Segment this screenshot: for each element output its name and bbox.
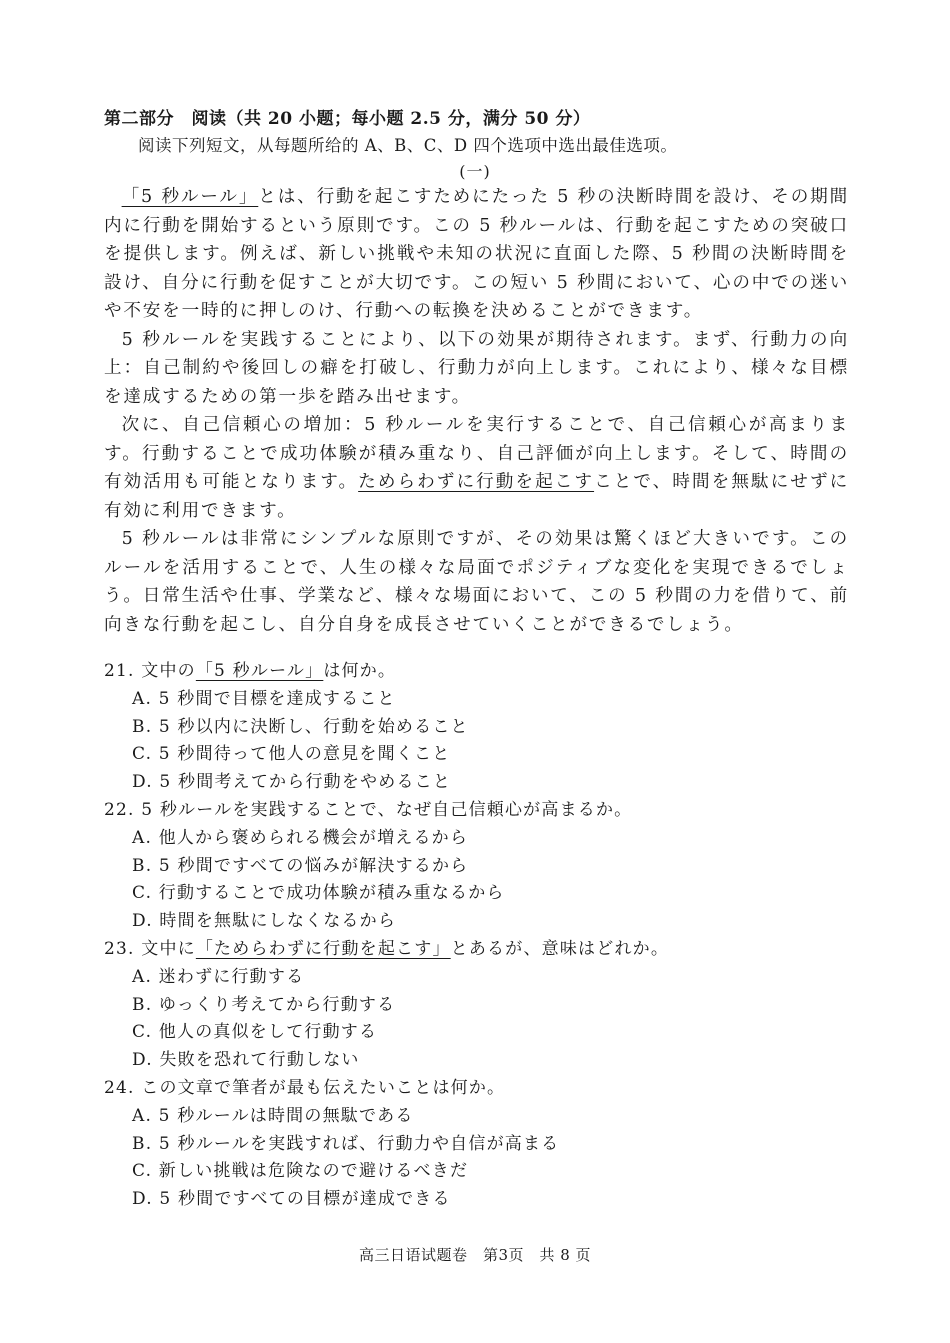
underlined-term: 「5 秒ルール」 bbox=[195, 661, 324, 681]
option-c: C. 新しい挑戦は危険なので避けるべきだ bbox=[132, 1161, 469, 1182]
option-d: D. 5 秒間考えてから行動をやめること bbox=[132, 772, 452, 793]
underlined-phrase: 「ためらわずに行動を起こす」 bbox=[195, 938, 451, 959]
option-d: D. 5 秒間ですべての目標が達成できる bbox=[132, 1189, 451, 1210]
paragraph-text: ことで、時間を無駄にせずに有効に利用できます。 bbox=[104, 472, 849, 521]
question-23 bbox=[104, 936, 864, 1075]
question-stem: 24. この文章で筆者が最も伝えたいことは何か。 bbox=[104, 1077, 506, 1098]
passage-paragraph-1 bbox=[104, 183, 849, 326]
option-d: D. 時間を無駄にしなくなるから bbox=[132, 911, 397, 932]
option-c: C. 5 秒間待って他人の意見を聞くこと bbox=[132, 744, 451, 765]
option-a: A. 他人から褒められる機会が増えるから bbox=[132, 827, 469, 848]
option-c: C. 他人の真似をして行動する bbox=[132, 1022, 378, 1043]
question-stem: 22. 5 秒ルールを実践することで、なぜ自己信頼心が高まるか。 bbox=[104, 799, 633, 820]
reading-passage bbox=[104, 183, 849, 639]
option-b: B. 5 秒間ですべての悩みが解決するから bbox=[132, 855, 469, 876]
passage-paragraph-2: 5 秒ルールを実践することにより、以下の効果が期待されます。まず、行動力の向上：自己制約や後回しの癖を打破し、行動力が向上します。これにより、様々な目標を達成するための第一歩を踏み出せます。 bbox=[104, 329, 849, 407]
option-a: A. 迷わずに行動する bbox=[132, 966, 305, 987]
instruction-text: 阅读下列短文，从每题所给的 A、B、C、D 四个选项中选出最佳选项。 bbox=[138, 136, 678, 155]
question-stem: 23. 文中に「ためらわずに行動を起こす」とあるが、意味はどれか。 bbox=[104, 938, 670, 959]
question-list bbox=[104, 658, 864, 1214]
section-header: 第二部分 阅读（共 20 小题；每小题 2.5 分，满分 50 分） bbox=[104, 109, 591, 129]
option-b: B. 5 秒以内に決断し、行動を始めること bbox=[132, 716, 469, 737]
option-b: B. ゆっくり考えてから行動する bbox=[132, 994, 396, 1015]
option-d: D. 失敗を恐れて行動しない bbox=[132, 1050, 360, 1071]
paragraph-text: とは、行動を起こすためにたった 5 秒の決断時間を設け、その期間内に行動を開始するという原則です。この 5 秒ルールは、行動を起こすための突破口を提供します。例えば、新しい挑戦や未知の状況に直面した際、5 秒間の決断時間を設け、自分に行動を促すことが大切です。この短い 5 秒間において、心の中での迷いや不安を一時的に押しのけ、行動への転換を決めることができます。 bbox=[104, 187, 849, 321]
page-footer: 高三日语试题卷 第3页 共 8 页 bbox=[358, 1246, 592, 1264]
paragraph-text: 次に、自己信頼心の増加：5 秒ルールを実行することで、自己信頼心が高まります。行動することで成功体験が積み重なり、自己評価が向上します。そして、時間の有効活用も可能となります。 bbox=[104, 415, 849, 492]
option-c: C. 行動することで成功体験が積み重なるから bbox=[132, 883, 505, 904]
passage-number: (一) bbox=[459, 162, 491, 181]
question-21 bbox=[104, 658, 864, 797]
passage-paragraph-3 bbox=[104, 411, 849, 525]
question-stem: 21. 文中の「5 秒ルール」は何か。 bbox=[104, 661, 397, 681]
question-24 bbox=[104, 1075, 864, 1214]
option-b: B. 5 秒ルールを実践すれば、行動力や自信が高まる bbox=[132, 1133, 560, 1154]
option-a: A. 5 秒ルールは時間の無駄である bbox=[132, 1105, 414, 1126]
passage-paragraph-4: 5 秒ルールは非常にシンプルな原則ですが、その効果は驚くほど大きいです。このルールを活用することで、人生の様々な局面でポジティブな変化を実現できるでしょう。日常生活や仕事、学業など、様々な場面において、この 5 秒間の力を借りて、前向きな行動を起こし、自分自身を成長させていくことができるでしょう。 bbox=[104, 529, 849, 635]
question-22 bbox=[104, 797, 864, 936]
option-a: A. 5 秒間で目標を達成すること bbox=[132, 688, 396, 709]
underlined-term: 「5 秒ルール」 bbox=[121, 187, 259, 207]
underlined-phrase: ためらわずに行動を起こす bbox=[358, 472, 595, 492]
